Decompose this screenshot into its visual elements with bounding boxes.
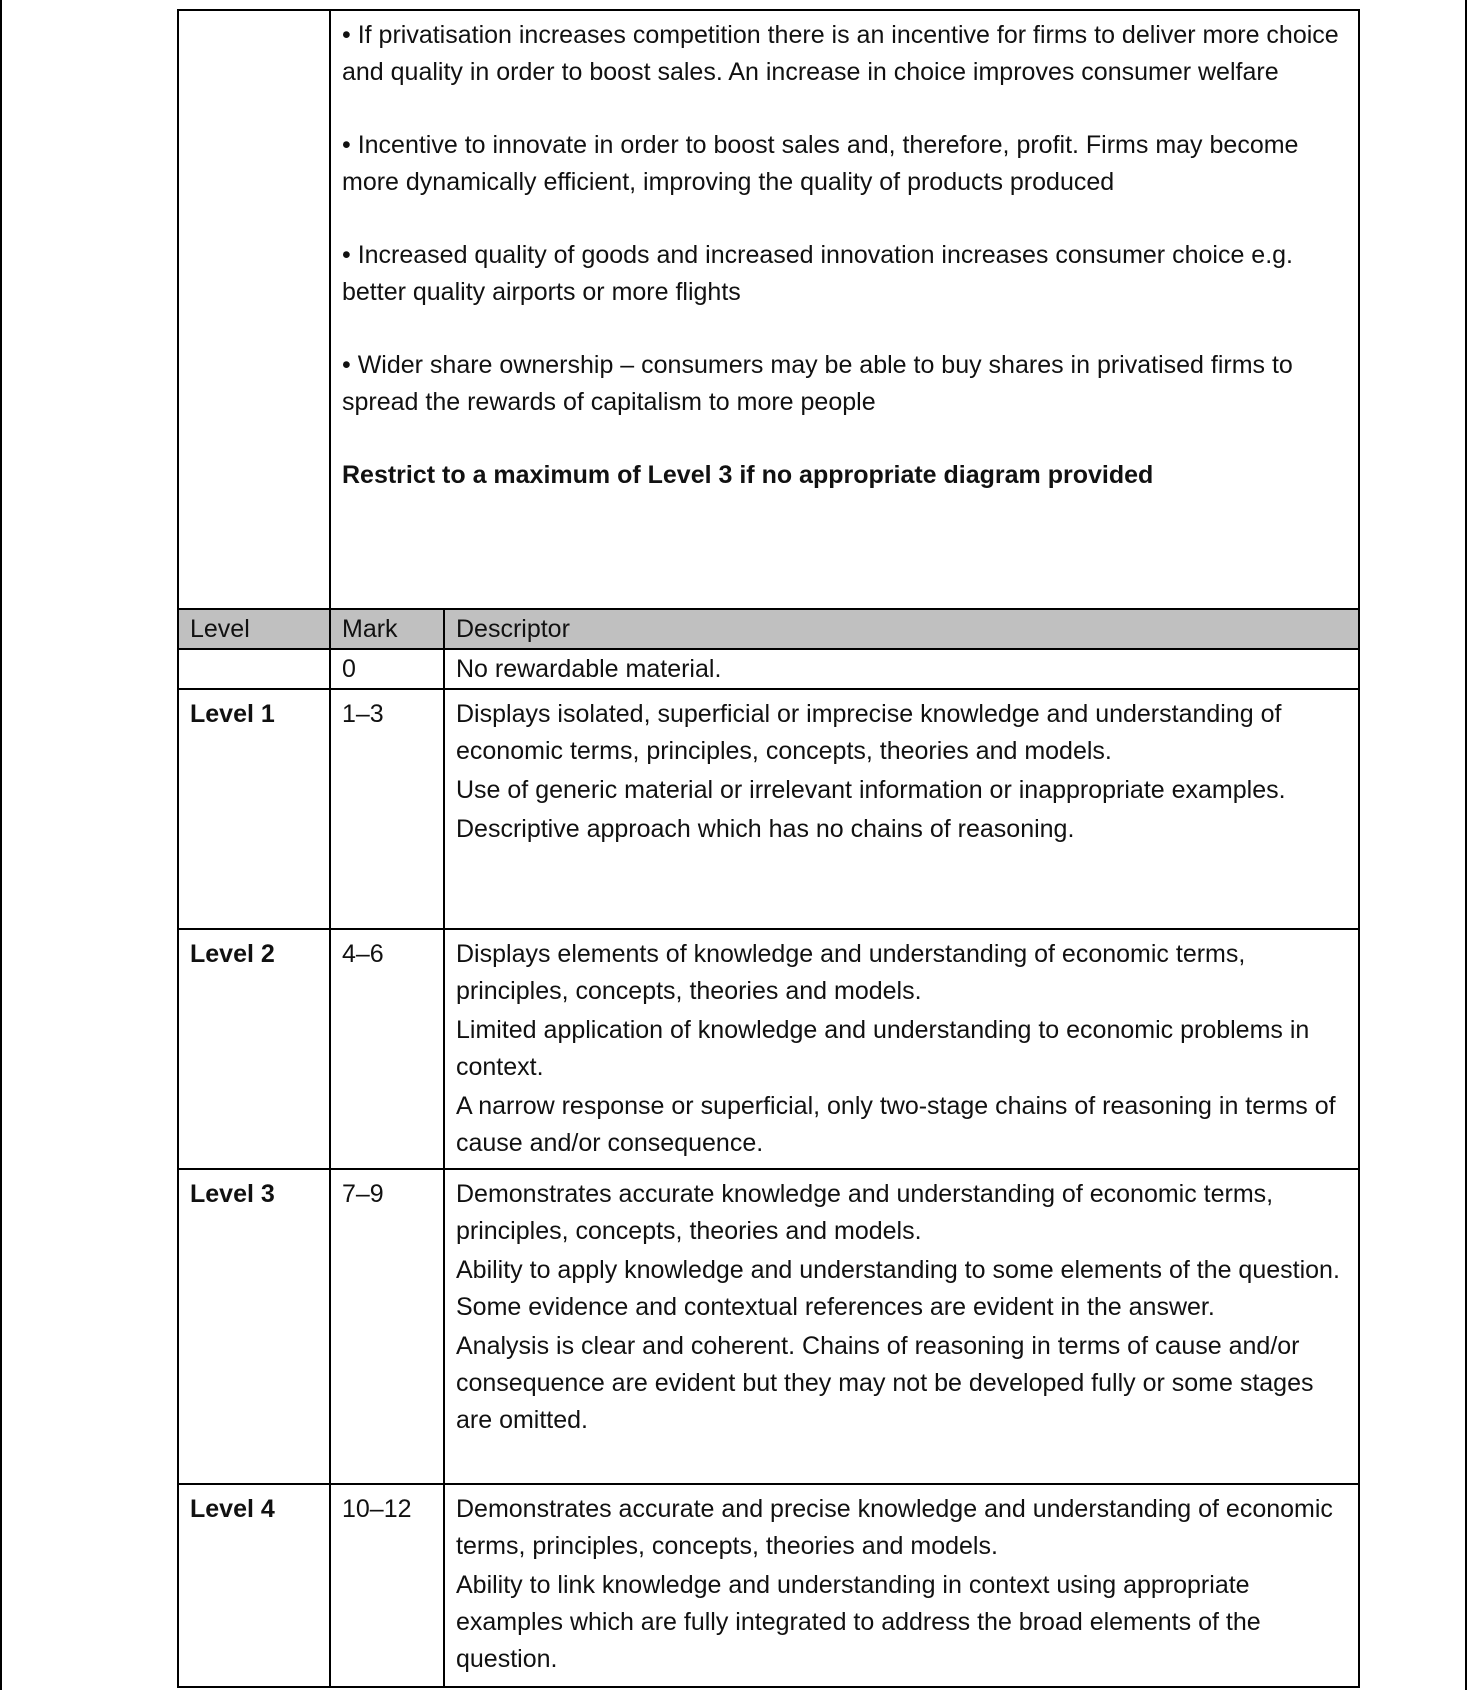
guidance-bullet: • If privatisation increases competition there is an incentive for firms to deliver more choice and quality in order to boost sales. An increase in choice improves consumer welfare xyxy=(342,21,1339,86)
descriptor-cell xyxy=(444,689,1359,929)
descriptor-text: Demonstrates accurate and precise knowledge and understanding of economic terms, principles, concepts, theories and models. xyxy=(456,1495,1333,1560)
descriptor-text: Displays isolated, superficial or imprecise knowledge and understanding of economic terms, principles, concepts, theories and models. xyxy=(456,700,1282,765)
guidance-bullet: • Incentive to innovate in order to boost sales and, therefore, profit. Firms may become more dynamically efficient, improving the quality of products produced xyxy=(342,131,1299,196)
restriction-note: Restrict to a maximum of Level 3 if no appropriate diagram provided xyxy=(342,461,1154,489)
level-cell xyxy=(178,649,330,689)
descriptor-text: Displays elements of knowledge and understanding of economic terms, principles, concepts, theories and models. xyxy=(456,940,1246,1005)
descriptor-text: Ability to link knowledge and understanding in context using appropriate examples which are fully integrated to address the broad elements of the question. xyxy=(456,1571,1261,1673)
mark-scheme-table xyxy=(177,9,1360,1688)
mark-cell: 4–6 xyxy=(330,929,444,1169)
descriptor-text: Descriptive approach which has no chains of reasoning. xyxy=(456,815,1075,843)
guidance-cell xyxy=(330,10,1359,609)
guidance-blank-cell xyxy=(178,10,330,609)
guidance-row xyxy=(178,10,1359,609)
table-row xyxy=(178,1484,1359,1687)
descriptor-text: Demonstrates accurate knowledge and understanding of economic terms, principles, concepts, theories and models. xyxy=(456,1180,1274,1245)
level-cell: Level 1 xyxy=(178,689,330,929)
page-edge-left xyxy=(0,0,2,1690)
descriptor-text: Limited application of knowledge and understanding to economic problems in context. xyxy=(456,1016,1310,1081)
mark-cell: 10–12 xyxy=(330,1484,444,1687)
table-header-row xyxy=(178,609,1359,649)
mark-cell: 0 xyxy=(330,649,444,689)
level-cell: Level 4 xyxy=(178,1484,330,1687)
header-mark: Mark xyxy=(330,609,444,649)
mark-cell: 7–9 xyxy=(330,1169,444,1484)
descriptor-text: Use of generic material or irrelevant information or inappropriate examples. xyxy=(456,776,1286,804)
table-row xyxy=(178,689,1359,929)
descriptor-cell xyxy=(444,1169,1359,1484)
descriptor-text: A narrow response or superficial, only two-stage chains of reasoning in terms of cause and/or consequence. xyxy=(456,1092,1336,1157)
mark-cell: 1–3 xyxy=(330,689,444,929)
descriptor-cell xyxy=(444,1484,1359,1687)
page-edge-right xyxy=(1465,0,1467,1690)
guidance-bullet: • Increased quality of goods and increased innovation increases consumer choice e.g. better quality airports or more flights xyxy=(342,241,1293,306)
descriptor-text: Ability to apply knowledge and understanding to some elements of the question. Some evidence and contextual references are evident in the answer. xyxy=(456,1256,1340,1321)
level-cell: Level 2 xyxy=(178,929,330,1169)
table-row xyxy=(178,929,1359,1169)
guidance-bullet: • Wider share ownership – consumers may be able to buy shares in privatised firms to spread the rewards of capitalism to more people xyxy=(342,351,1293,416)
descriptor-cell xyxy=(444,929,1359,1169)
descriptor-cell: No rewardable material. xyxy=(444,649,1359,689)
header-level: Level xyxy=(178,609,330,649)
table-row xyxy=(178,649,1359,689)
level-cell: Level 3 xyxy=(178,1169,330,1484)
descriptor-text: Analysis is clear and coherent. Chains of reasoning in terms of cause and/or consequence are evident but they may not be developed fully or some stages are omitted. xyxy=(456,1332,1314,1434)
header-descriptor: Descriptor xyxy=(444,609,1359,649)
table-row xyxy=(178,1169,1359,1484)
